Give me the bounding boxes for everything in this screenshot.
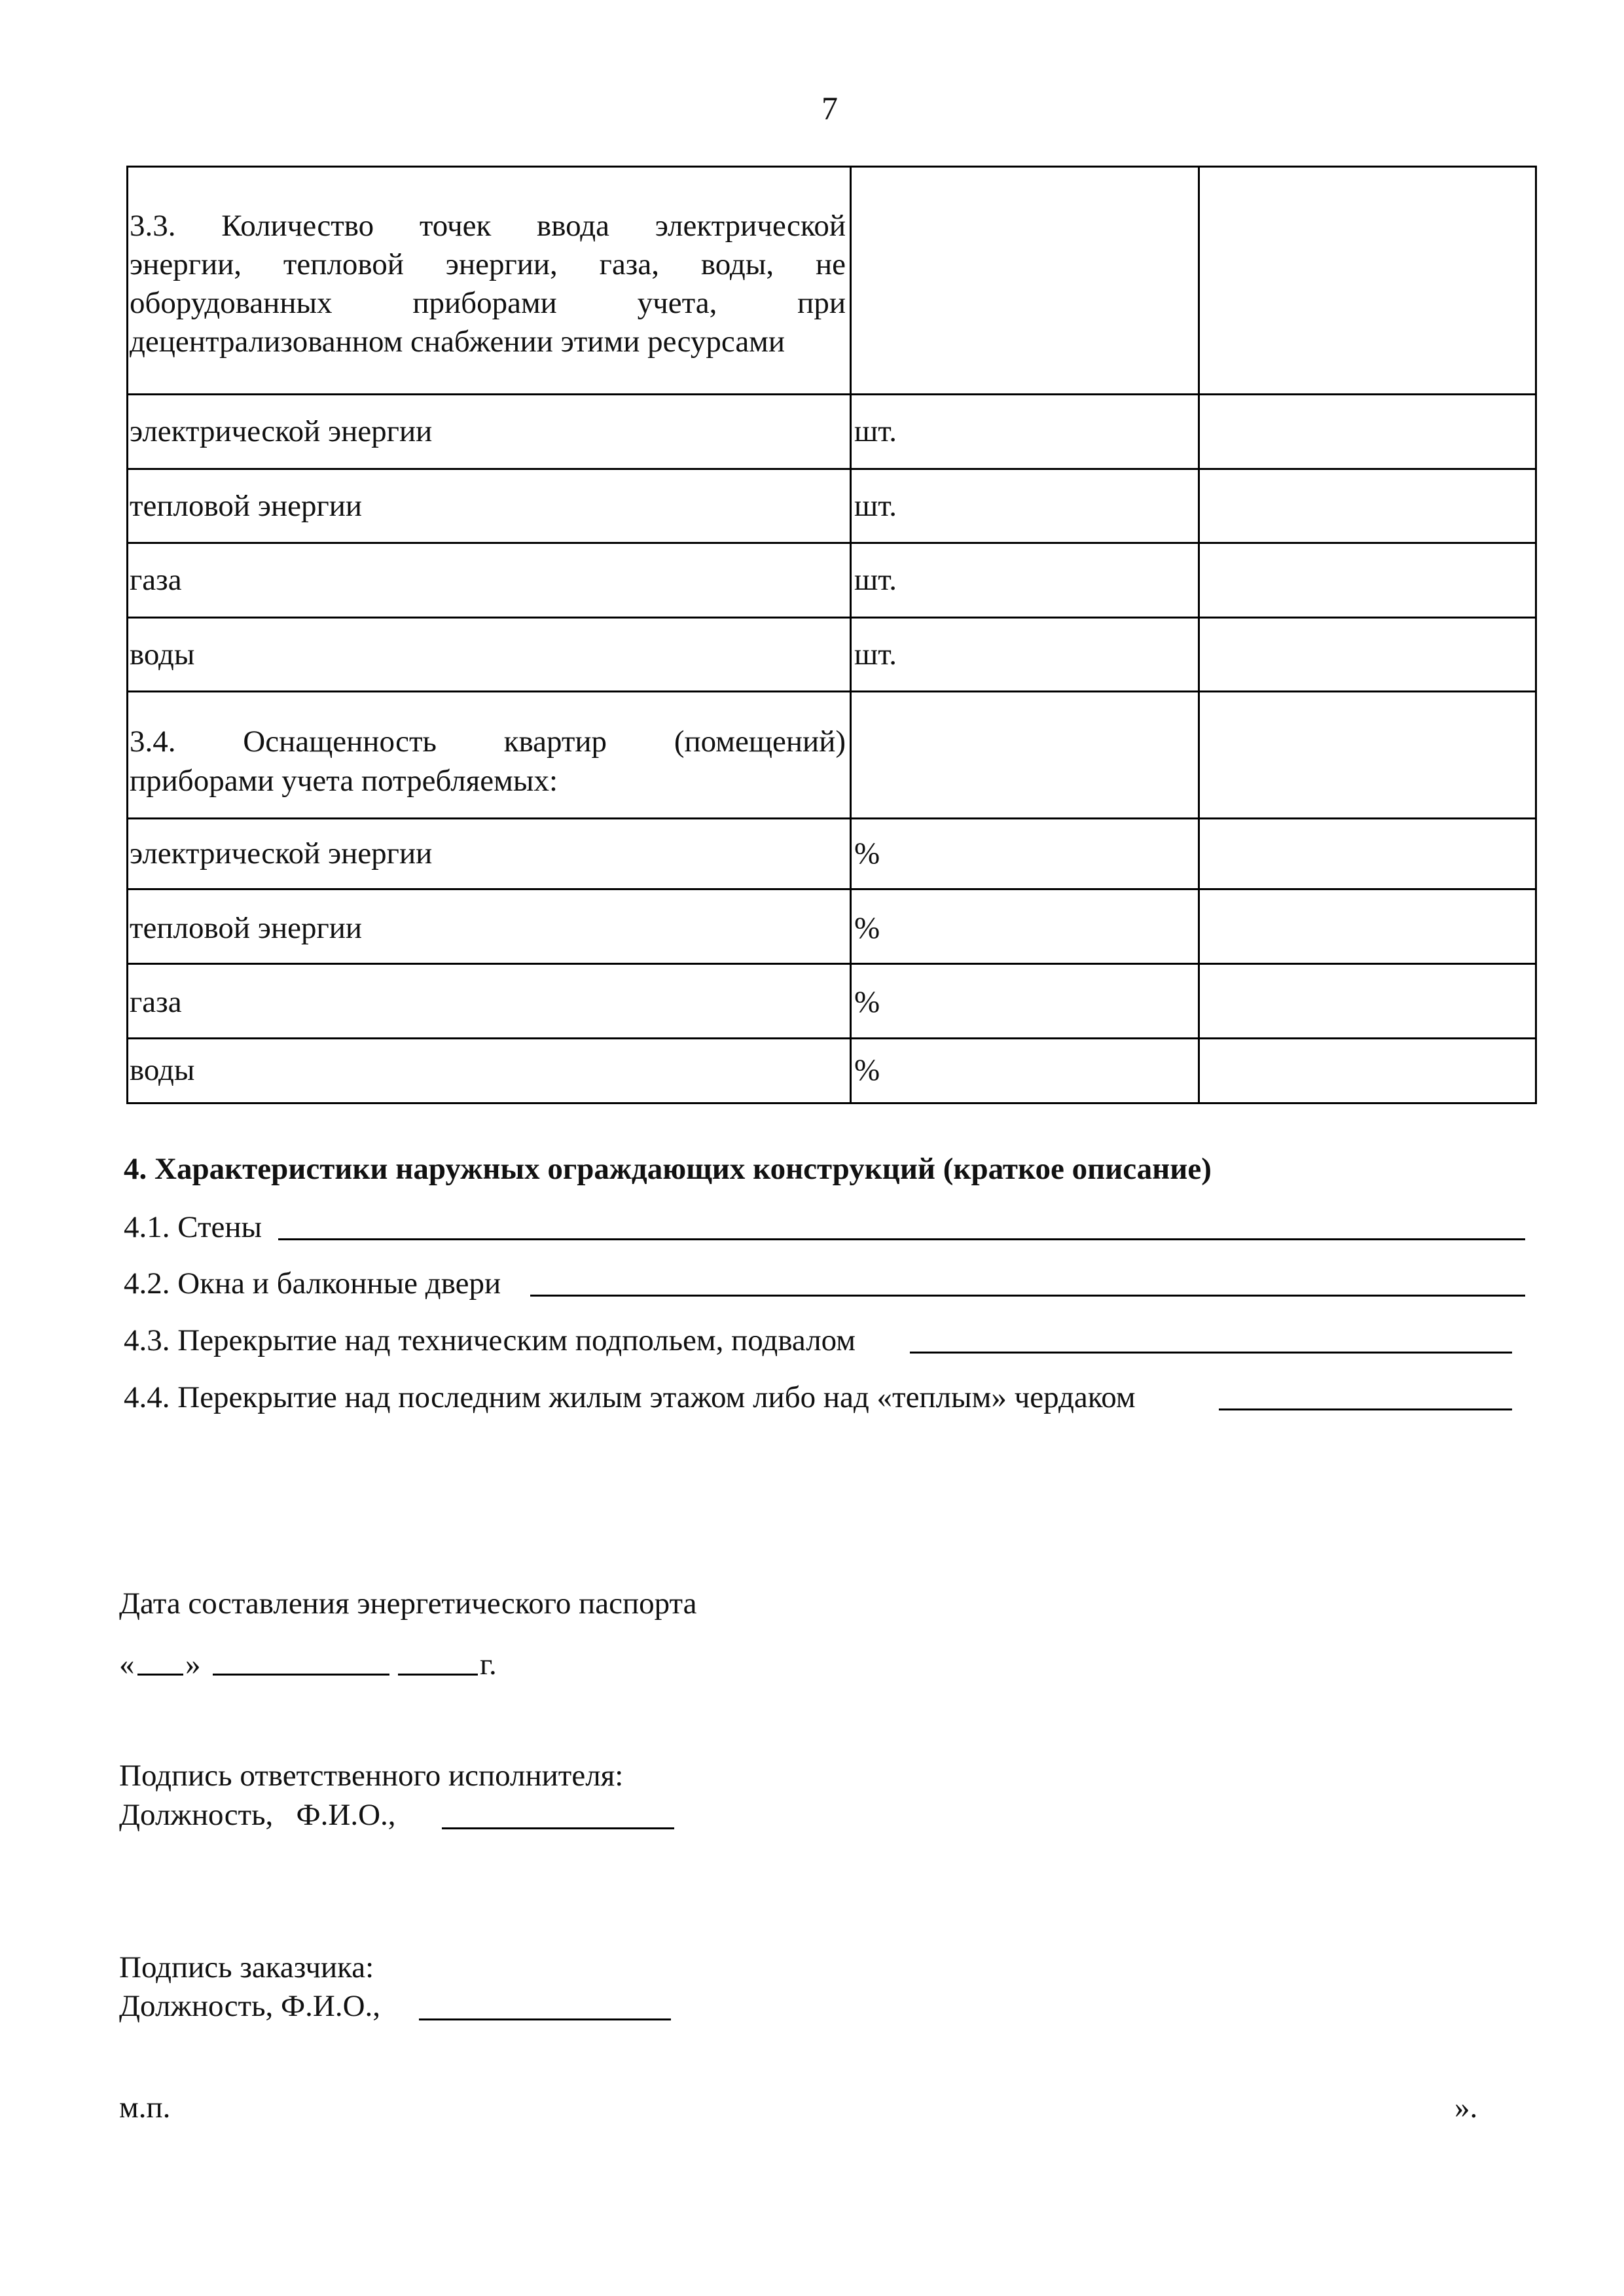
executor-position-label: Должность, Ф.И.О.,: [119, 1798, 396, 1832]
item-4-2-blank: [530, 1295, 1525, 1297]
row-label: тепловой энергии: [130, 489, 363, 523]
table-line: [126, 691, 1537, 692]
row-unit: шт.: [854, 563, 897, 597]
row-3-4-line: 3.4. Оснащенность квартир (помещений): [130, 725, 846, 759]
date-label: Дата составления энергетического паспорта: [119, 1587, 697, 1621]
date-month-blank: [213, 1674, 389, 1676]
date-day-blank: [137, 1674, 183, 1676]
item-4-2-label: 4.2. Окна и балконные двери: [124, 1266, 501, 1300]
row-unit: %: [854, 1053, 880, 1087]
item-4-4-label: 4.4. Перекрытие над последним жилым этажом либо над «теплым» чердаком: [124, 1380, 1136, 1414]
closing-quote: ».: [1454, 2090, 1478, 2125]
page-number: 7: [821, 90, 838, 126]
table-column-divider: [850, 166, 852, 1104]
row-label: газа: [130, 985, 182, 1019]
customer-signature-label: Подпись заказчика:: [119, 1950, 374, 1984]
row-label: воды: [130, 1053, 195, 1087]
table-border-right: [1535, 166, 1537, 1104]
table-border-bottom: [126, 1102, 1537, 1104]
row-label: электрической энергии: [130, 414, 433, 448]
row-3-3-line: энергии, тепловой энергии, газа, воды, не: [130, 247, 846, 281]
row-3-3-line: оборудованных приборами учета, при: [130, 286, 846, 320]
row-unit: шт.: [854, 637, 897, 672]
row-label: электрической энергии: [130, 836, 433, 870]
row-unit: %: [854, 911, 880, 945]
section-4-heading: 4. Характеристики наружных ограждающих конструкций (краткое описание): [124, 1152, 1212, 1186]
table-line: [126, 617, 1537, 619]
row-label: тепловой энергии: [130, 911, 363, 945]
item-4-1-blank: [278, 1238, 1525, 1240]
customer-position-label: Должность, Ф.И.О.,: [119, 1989, 381, 2023]
stamp-place: м.п.: [119, 2090, 171, 2125]
date-year-blank: [398, 1674, 478, 1676]
table-line: [126, 817, 1537, 819]
table-border-top: [126, 166, 1537, 168]
table-line: [126, 542, 1537, 544]
row-label: воды: [130, 637, 195, 672]
table-border-left: [126, 166, 128, 1104]
customer-signature-blank: [419, 2018, 671, 2020]
item-4-1-label: 4.1. Стены: [124, 1210, 262, 1244]
item-4-4-blank: [1219, 1408, 1512, 1410]
item-4-3-label: 4.3. Перекрытие над техническим подпольем, подвалом: [124, 1323, 856, 1357]
date-open-quote: «: [119, 1647, 135, 1681]
executor-signature-label: Подпись ответственного исполнителя:: [119, 1759, 624, 1793]
table-line: [126, 888, 1537, 890]
row-label: газа: [130, 563, 182, 597]
row-unit: шт.: [854, 489, 897, 523]
table-line: [126, 393, 1537, 395]
row-3-4-line: приборами учета потребляемых:: [130, 764, 558, 798]
executor-signature-blank: [442, 1827, 674, 1829]
table-line: [126, 468, 1537, 470]
row-unit: %: [854, 985, 880, 1019]
table-line: [126, 1037, 1537, 1039]
row-3-3-line: 3.3. Количество точек ввода электрической: [130, 209, 846, 243]
row-unit: %: [854, 836, 880, 870]
item-4-3-blank: [910, 1352, 1512, 1354]
date-close-quote: »: [185, 1647, 201, 1681]
table-line: [126, 963, 1537, 965]
table-column-divider: [1198, 166, 1200, 1104]
date-year-suffix: г.: [480, 1647, 497, 1681]
row-unit: шт.: [854, 414, 897, 448]
row-3-3-line: децентрализованном снабжении этими ресурсами: [130, 325, 785, 359]
